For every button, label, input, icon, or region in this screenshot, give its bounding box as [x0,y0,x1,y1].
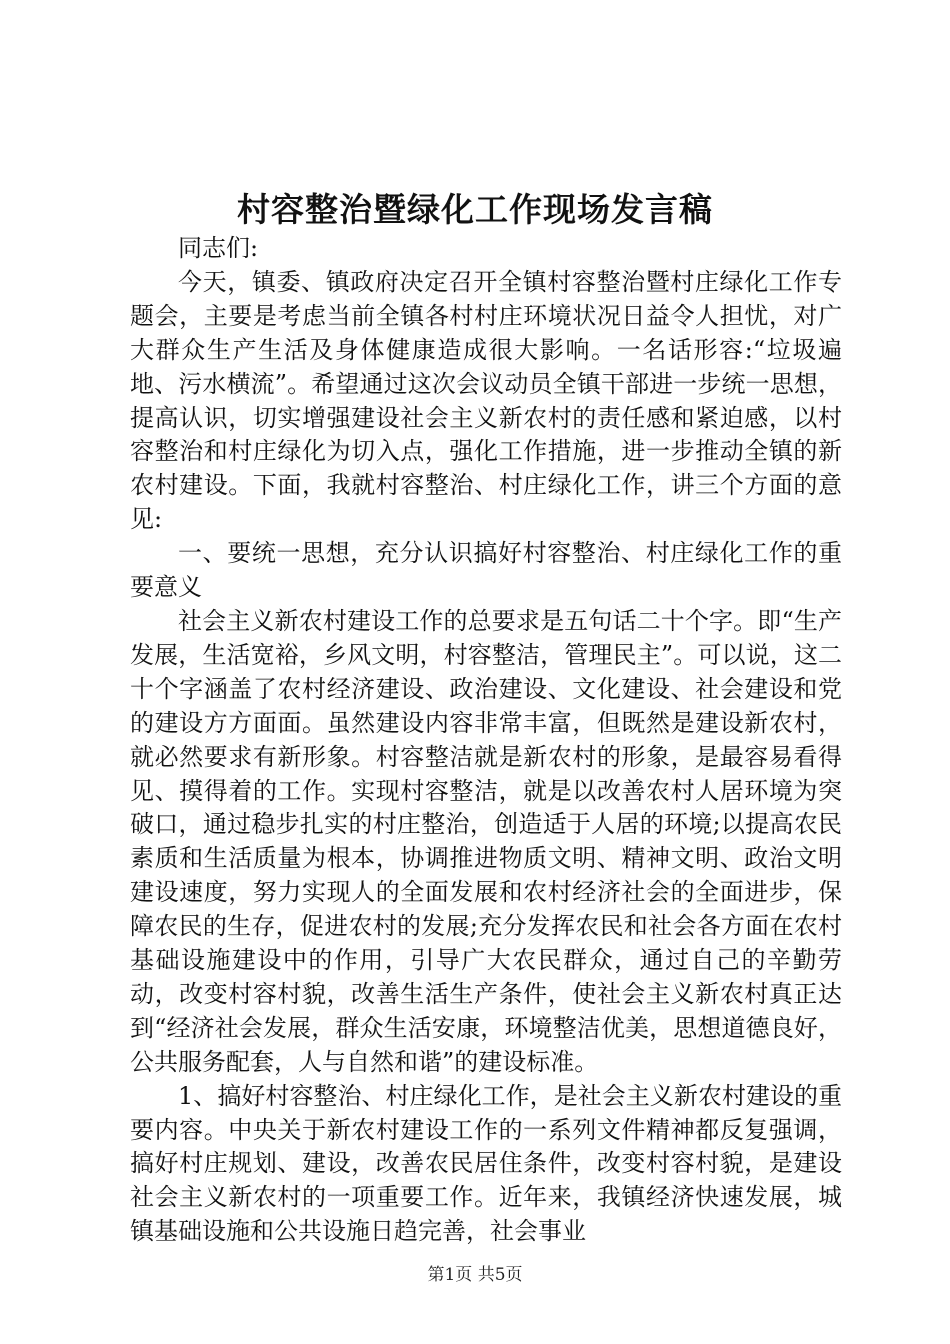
salutation-paragraph: 同志们: [178,234,259,262]
section-heading-1: 一、要统一思想，充分认识搞好村容整治、村庄绿化工作的重要意义 [130,539,842,602]
intro-paragraph: 今天，镇委、镇政府决定召开全镇村容整治暨村庄绿化工作专题会，主要是考虑当前全镇各村村庄环境状况日益令人担忧，对广大群众生产生活及身体健康造成很大影响。一名话形容:“垃圾遍地、污水横流”。希望通过这次会议动员全镇干部进一步统一思想，提高认识，切实增强建设社会主义新农村的责任感和紧迫感，以村容整治和村庄绿化为切入点，强化工作措施，进一步推动全镇的新农村建设。下面，我就村容整治、村庄绿化工作，讲三个方面的意见: [130,267,842,534]
body-paragraph: 1、搞好村容整治、村庄绿化工作，是社会主义新农村建设的重要内容。中央关于新农村建设工作的一系列文件精神都反复强调，搞好村庄规划、建设，改善农民居住条件，改变村容村貌，是建设社会主义新农村的一项重要工作。近年来，我镇经济快速发展，城镇基础设施和公共设施日趋完善，社会事业 [130,1081,842,1246]
document-body [130,232,842,1249]
body-paragraph: 社会主义新农村建设工作的总要求是五句话二十个字。即“生产发展，生活宽裕，乡风文明，村容整洁，管理民主”。可以说，这二十个字涵盖了农村经济建设、政治建设、文化建设、社会建设和党的建设方方面面。虽然建设内容非常丰富，但既然是建设新农村，就必然要求有新形象。村容整洁就是新农村的形象，是最容易看得见、摸得着的工作。实现村容整洁，就是以改善农村人居环境为突破口，通过稳步扎实的村庄整治，创造适于人居的环境;以提高农民素质和生活质量为根本，协调推进物质文明、精神文明、政治文明建设速度，努力实现人的全面发展和农村经济社会的全面进步，保障农民的生存，促进农村的发展;充分发挥农民和社会各方面在农村基础设施建设中的作用，引导广大农民群众，通过自己的辛勤劳动，改变村容村貌，改善生活生产条件，使社会主义新农村真正达到“经济社会发展，群众生活安康，环境整洁优美，思想道德良好，公共服务配套，人与自然和谐”的建设标准。 [130,606,842,1076]
page-indicator: 第1页 共5页 [427,1265,523,1285]
document-title: 村容整治暨绿化工作现场发言稿 [237,190,713,229]
